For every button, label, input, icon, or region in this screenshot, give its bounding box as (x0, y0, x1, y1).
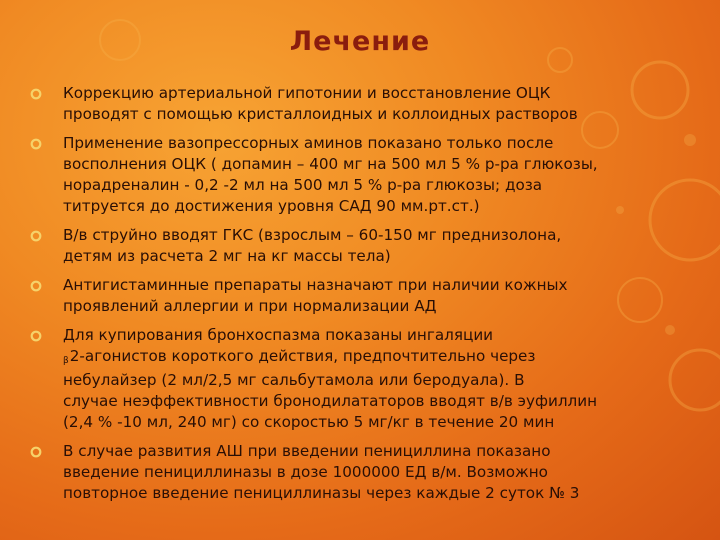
item-line: повторное введение пенициллиназы через каждые 2 суток № 3 (63, 484, 580, 502)
list-item (30, 133, 690, 217)
item-line: (2,4 % -10 мл, 240 мг) со скоростью 5 мг/кг в течение 20 мин (63, 413, 555, 431)
item-line: Применение вазопрессорных аминов показано только после (63, 134, 554, 152)
list-item (30, 275, 690, 317)
item-line: Коррекцию артериальной гипотонии и восстановление ОЦК (63, 84, 551, 102)
item-line: проводят с помощью кристаллоидных и коллоидных растворов (63, 105, 578, 123)
item-line: проявлений аллергии и при нормализации АД (63, 297, 437, 315)
item-line: В/в струйно вводят ГКС (взрослым – 60-150 мг преднизолона, (63, 226, 562, 244)
slide-title: Лечение (289, 26, 431, 57)
list-item (30, 325, 690, 433)
ring-bullet-icon (30, 330, 42, 342)
item-line-text: 2-агонистов короткого действия, предпочтительно через (69, 347, 536, 365)
item-line: небулайзер (2 мл/2,5 мг сальбутамола или беродуала). В (63, 371, 525, 389)
item-line: титруется до достижения уровня САД 90 мм.рт.ст.) (63, 197, 480, 215)
item-line: Для купирования бронхоспазма показаны ингаляции (63, 326, 494, 344)
item-line: случае неэффективности бронодилататоров вводят в/в эуфиллин (63, 392, 598, 410)
ring-bullet-icon (30, 88, 42, 100)
item-line: введение пенициллиназы в дозе 1000000 ЕД в/м. Возможно (63, 463, 548, 481)
list-item (30, 225, 690, 267)
item-line: Антигистаминные препараты назначают при наличии кожных (63, 276, 568, 294)
list-item (30, 441, 690, 504)
item-line: В случае развития АШ при введении пенициллина показано (63, 442, 551, 460)
item-line (63, 346, 690, 370)
ring-bullet-icon (30, 446, 42, 458)
beta-prefix: β (63, 356, 69, 366)
item-line: детям из расчета 2 мг на кг массы тела) (63, 247, 391, 265)
ring-bullet-icon (30, 230, 42, 242)
item-line: норадреналин - 0,2 -2 мл на 500 мл 5 % р-ра глюкозы; доза (63, 176, 543, 194)
bullet-list (30, 83, 690, 512)
ring-bullet-icon (30, 280, 42, 292)
item-line: восполнения ОЦК ( допамин – 400 мг на 500 мл 5 % р-ра глюкозы, (63, 155, 598, 173)
ring-bullet-icon (30, 138, 42, 150)
list-item (30, 83, 690, 125)
